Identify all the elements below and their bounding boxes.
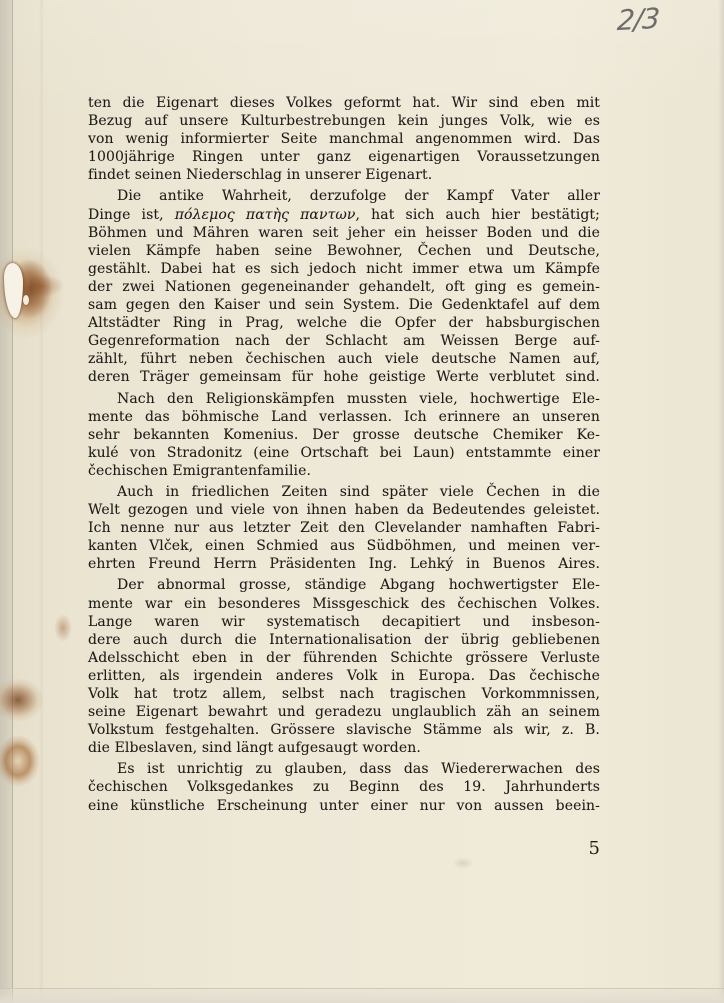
- rust-stain: [12, 258, 60, 320]
- greek-quotation: πόλεμος πατὴς παντων: [174, 206, 356, 223]
- text-line: 1000jährige Ringen unter ganz eigenartigen Voraussetzungen: [88, 149, 600, 166]
- paragraph: [88, 576, 600, 757]
- text-line: sehr bekannten Komenius. Der grosse deutsche Chemiker Ke-: [88, 426, 600, 443]
- text-line: mente das böhmische Land verlassen. Ich erinnere an unseren: [88, 408, 600, 425]
- text-line: Auch in friedlichen Zeiten sind später viele Čechen in die: [117, 483, 600, 500]
- text-line: Der abnormal grosse, ständige Abgang hochwertigster Ele-: [117, 577, 600, 594]
- text-line: findet seinen Niederschlag in unserer Eigenart.: [88, 167, 433, 184]
- text-line: die Elbeslaven, sind längt aufgesaugt worden.: [88, 740, 421, 757]
- text-line: čechischen Volksgedankes zu Beginn des 19. Jahrhunderts: [88, 779, 600, 796]
- text-line: Nach den Religionskämpfen mussten viele, hochwertige Ele-: [117, 390, 600, 407]
- paragraph: [88, 390, 600, 480]
- text-line: ten die Eigenart dieses Volkes geformt hat. Wir sind eben mit: [88, 95, 600, 111]
- text-line: Es ist unrichtig zu glauben, dass das Wiedererwachen des: [117, 761, 600, 778]
- handwritten-page-mark: 2/3: [616, 1, 660, 38]
- left-page-edge: [0, 0, 13, 1003]
- text-line: vielen Kämpfe haben seine Bewohner, Čechen und Deutsche,: [88, 242, 600, 259]
- text-line: Gegenreformation nach der Schlacht am Weissen Berge auf-: [88, 333, 600, 350]
- text-line: Volkstum festgehalten. Grössere slavische Stämme als wir, z. B.: [88, 722, 600, 739]
- text-line: Die antike Wahrheit, derzufolge der Kampf Vater aller: [117, 188, 600, 205]
- bleached-spot: [23, 295, 29, 305]
- bottom-page-edge: [0, 988, 724, 1003]
- text-line: [88, 206, 600, 224]
- text-line: deren Träger gemeinsam für hohe geistige Werte verblutet sind.: [88, 369, 600, 386]
- text-line: Welt gezogen und viele von ihnen haben da Bedeutendes geleistet.: [88, 502, 600, 519]
- body-text: [88, 94, 600, 815]
- text-line: von wenig informierter Seite manchmal angenommen wird. Das: [88, 131, 600, 148]
- text-line: eine künstliche Erscheinung unter einer nur von aussen beein-: [88, 797, 600, 814]
- text-line: mente war ein besonderes Missgeschick des čechischen Volkes.: [88, 595, 600, 612]
- text-span: , hat sich auch hier bestätigt;: [355, 206, 600, 223]
- text-line: kulé von Stradonitz (eine Ortschaft bei Laun) entstammte einer: [88, 444, 600, 461]
- paragraph: [88, 94, 600, 184]
- page-number: 5: [588, 838, 600, 859]
- text-line: Altstädter Ring in Prag, welche die Opfer der habsburgischen: [88, 315, 600, 332]
- text-line: Bezug auf unsere Kulturbestrebungen kein junges Volk, wie es: [88, 113, 600, 130]
- paragraph: [88, 483, 600, 573]
- text-line: Adelsschicht eben in der führenden Schichte grössere Verluste: [88, 649, 600, 666]
- text-line: seine Eigenart bewahrt und geradezu unglaublich zäh an seinem: [88, 704, 600, 721]
- text-line: der zwei Nationen gegeneinander gehandelt, oft ging es gemein-: [88, 278, 600, 295]
- text-line: čechischen Emigrantenfamilie.: [88, 462, 312, 479]
- text-line: dere auch durch die Internationalisation der übrig gebliebenen: [88, 631, 600, 648]
- paragraph: [88, 187, 600, 386]
- text-line: zählt, führt neben čechischen auch viele deutsche Namen auf,: [88, 351, 600, 368]
- text-line: Volk hat trotz allem, selbst nach tragischen Vorkommnissen,: [88, 686, 600, 702]
- text-line: kanten Vlček, einen Schmied aus Südböhmen, und meinen ver-: [88, 538, 600, 555]
- fold-crease: [39, 0, 44, 1003]
- text-line: Ich nenne nur aus letzter Zeit den Clevelander namhaften Fabri-: [88, 520, 600, 537]
- text-line: gestählt. Dabei hat es sich jedoch nicht immer etwa um Kämpfe: [88, 260, 600, 277]
- paragraph: [88, 760, 600, 814]
- right-page-edge: [718, 0, 724, 1003]
- text-line: erlitten, als irgendein anderes Volk in Europa. Das čechische: [88, 667, 600, 684]
- text-line: ehrten Freund Herrn Präsidenten Ing. Lehký in Buenos Aires.: [88, 556, 600, 573]
- text-line: sam gegen den Kaiser und sein System. Die Gedenktafel auf dem: [88, 297, 600, 314]
- smudge: [452, 857, 474, 869]
- text-span: Dinge ist,: [88, 206, 175, 223]
- text-line: Lange waren wir systematisch decapitiert und insbeson-: [88, 613, 600, 630]
- rust-stain: [30, 274, 64, 298]
- text-line: Böhmen und Mähren waren seit jeher ein heisser Boden und die: [88, 224, 600, 241]
- rust-stain: [54, 614, 72, 642]
